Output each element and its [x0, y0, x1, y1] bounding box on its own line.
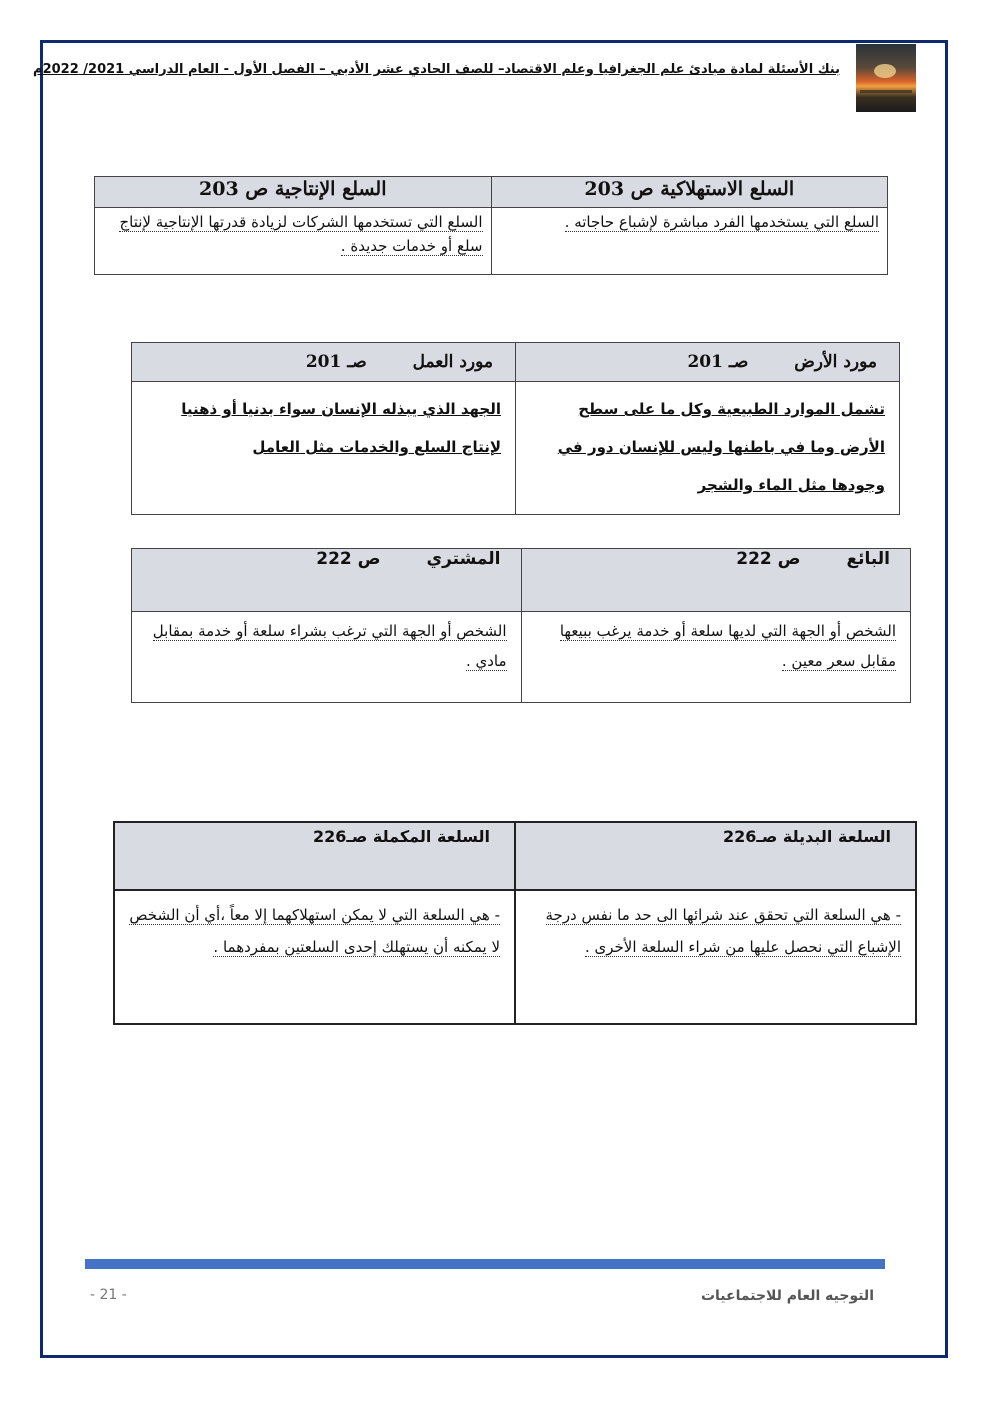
seller-definition [521, 612, 911, 703]
land-vs-labor-table [131, 342, 900, 515]
buyer-definition [132, 612, 522, 703]
footer-title: التوجيه العام للاجتماعيات [700, 1288, 874, 1304]
labor-resource-page: صـ 201 [305, 352, 367, 372]
buyer-text: الشخص أو الجهة التي ترغب بشراء سلعة أو خدمة بمقابل مادي . [152, 622, 507, 670]
substitute-good-definition [515, 890, 916, 1024]
labor-resource-label: مورد العمل [412, 352, 493, 372]
buyer-label: المشتري [426, 549, 501, 569]
page-number: - 21 - [90, 1287, 127, 1303]
consumer-goods-text: السلع التي يستخدمها الفرد مباشرة لإشباع حاجاته . [564, 213, 879, 231]
land-resource-text: تشمل الموارد الطبيعية وكل ما على سطح الأرض وما في باطنها وليس للإنسان دور في وجودها مثل الماء والشجر [557, 400, 885, 494]
footer-divider-bar [85, 1259, 885, 1269]
labor-resource-text: الجهد الذي يبذله الإنسان سواء بدنيا أو ذهنيا لإنتاج السلع والخدمات مثل العامل [181, 400, 501, 456]
seller-header [521, 549, 911, 612]
land-resource-definition [516, 382, 900, 515]
land-resource-page: صـ 201 [687, 352, 749, 372]
complement-good-header: السلعة المكملة صـ226 [114, 822, 515, 890]
buyer-page: ص 222 [316, 549, 381, 569]
seller-text: الشخص أو الجهة التي لديها سلعة أو خدمة يرغب ببيعها مقابل سعر معين . [559, 622, 896, 670]
logo-image [856, 44, 916, 112]
land-resource-header [516, 343, 900, 382]
substitute-vs-complement-table [113, 821, 917, 1025]
complement-good-text: - هي السلعة التي لا يمكن استهلاكهما إلا معاً ،أي أن الشخص لا يمكنه أن يستهلك إحدى السلعتين بمفردهما . [129, 906, 500, 956]
seller-vs-buyer-table [131, 548, 911, 703]
seller-page: ص 222 [736, 549, 801, 569]
capital-goods-definition [95, 208, 492, 275]
page-header-title: بنك الأسئلة لمادة مبادئ علم الجغرافيا وعلم الاقتصاد– للصف الحادي عشر الأدبي – الفصل الأول - العام الدراسي 2021/ 2022م [33, 62, 840, 77]
capital-goods-text: السلع التي تستخدمها الشركات لزيادة قدرتها الإنتاجية لإنتاج سلع أو خدمات جديدة . [119, 213, 483, 255]
consumer-vs-capital-goods-table [94, 176, 888, 275]
consumer-goods-header: السلع الاستهلاكية ص 203 [491, 177, 888, 208]
seller-label: البائع [846, 549, 890, 569]
logo-horizon [860, 90, 912, 93]
consumer-goods-definition [491, 208, 888, 275]
land-resource-label: مورد الأرض [794, 352, 877, 372]
logo-sun-glow [874, 64, 896, 78]
labor-resource-header [132, 343, 516, 382]
labor-resource-definition [132, 382, 516, 515]
complement-good-definition [114, 890, 515, 1024]
substitute-good-header: السلعة البديلة صـ226 [515, 822, 916, 890]
substitute-good-text: - هي السلعة التي تحقق عند شرائها الى حد ما نفس درجة الإشباع التي نحصل عليها من شراء السلعة الأخرى . [545, 906, 901, 956]
buyer-header [132, 549, 522, 612]
capital-goods-header: السلع الإنتاجية ص 203 [95, 177, 492, 208]
